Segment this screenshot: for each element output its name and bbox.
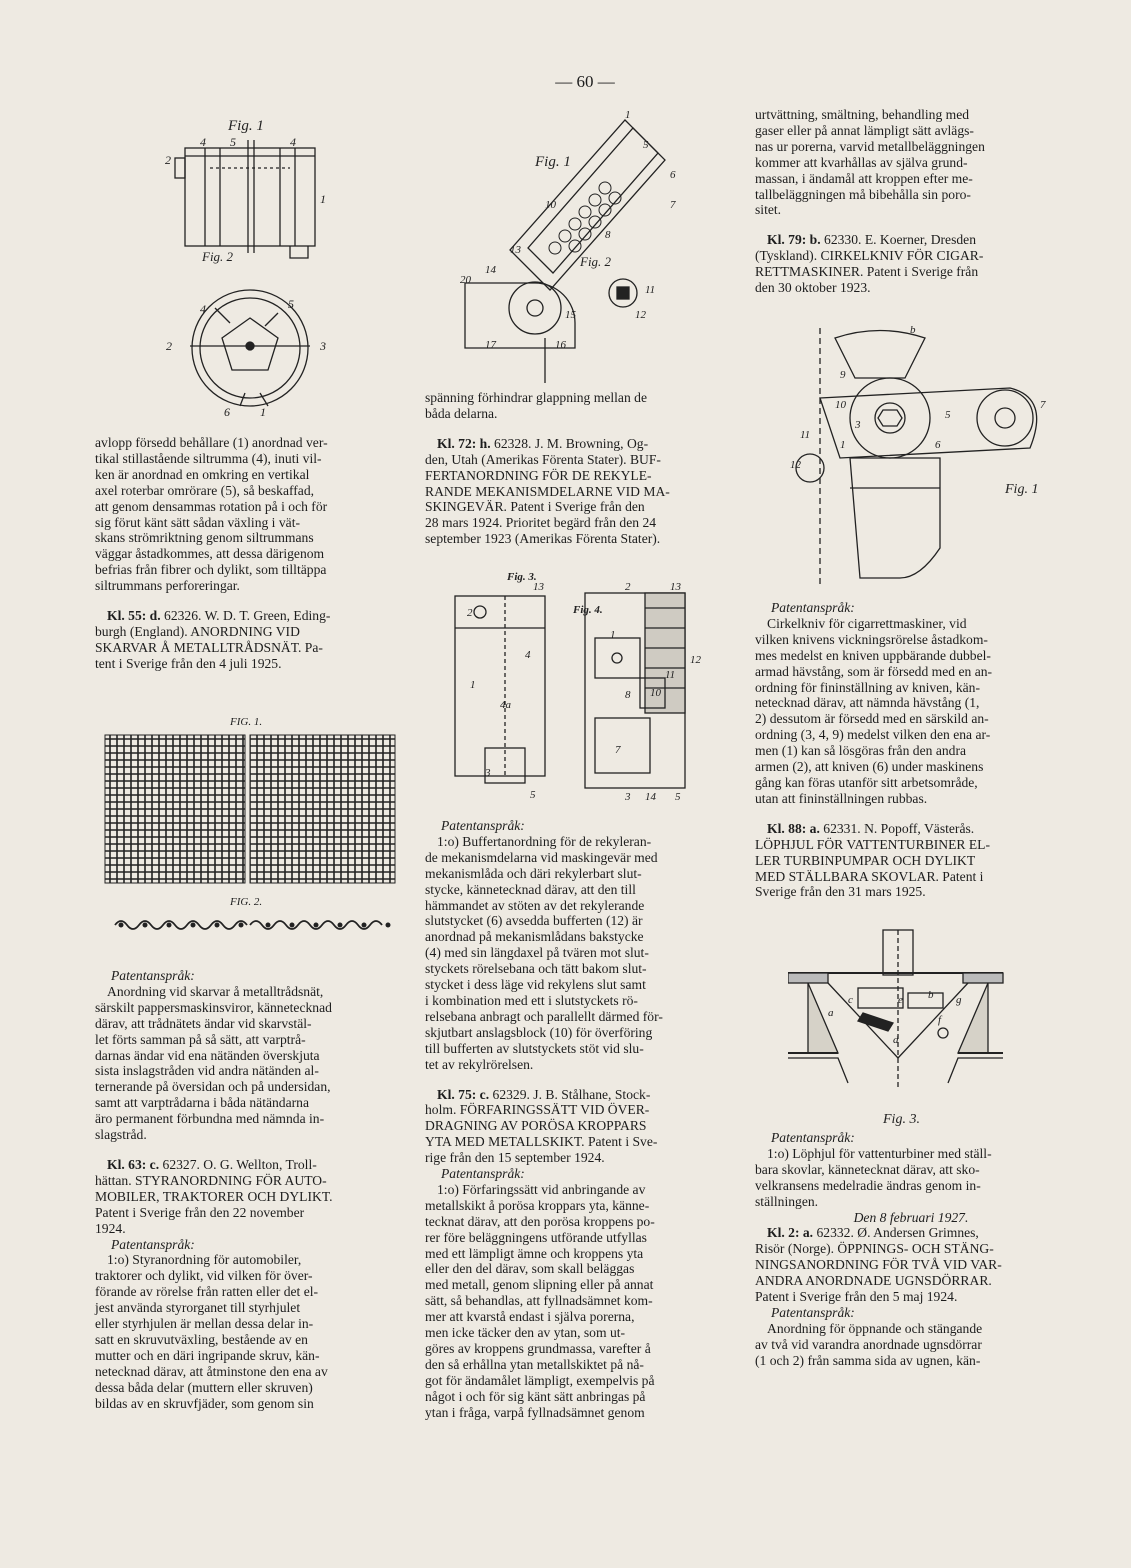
figure-machine-gun-buffer xyxy=(445,568,705,803)
kl63-label: Kl. 63: c. xyxy=(107,1156,160,1172)
svg-text:20: 20 xyxy=(460,274,471,286)
svg-text:f: f xyxy=(938,1014,942,1026)
svg-text:1: 1 xyxy=(610,629,616,641)
figure-turbine-wheel xyxy=(788,928,1018,1128)
svg-text:3: 3 xyxy=(855,419,861,431)
svg-text:16: 16 xyxy=(555,339,566,351)
svg-text:2: 2 xyxy=(467,607,473,619)
svg-text:5: 5 xyxy=(675,791,681,803)
entry-kl75: Kl. 75: c. 62329. J. B. Stålhane, Stock- holm. FÖRFARINGSSÄTT VID ÖVER- DRAGNING AV PORÖSA KROPPARS YTA MED METALLSKIKT. Patent i Sve- rige från den 15 september 1924. xyxy=(425,1086,658,1166)
claim-kl2: Anordning för öppnande och stängande av två vid varandra anordnade ugnsdörrar (1 och 2) från samma sida av ugnen, kän- xyxy=(755,1320,983,1368)
svg-text:b: b xyxy=(910,324,916,336)
svg-text:4: 4 xyxy=(525,649,531,661)
kl55-label: Kl. 55: d. xyxy=(107,608,161,624)
svg-text:4: 4 xyxy=(290,135,296,149)
svg-text:5: 5 xyxy=(530,789,536,801)
svg-text:1: 1 xyxy=(625,109,631,121)
svg-text:7: 7 xyxy=(1040,399,1046,411)
column-1-lower xyxy=(95,968,407,1411)
figure-wire-mesh xyxy=(100,715,405,955)
claim2-heading: Patentanspråk: xyxy=(771,1304,855,1320)
col2-intro: spänning förhindrar glappning mellan de båda delarna. xyxy=(425,390,647,421)
svg-text:10: 10 xyxy=(650,687,661,699)
claim72-heading: Patentanspråk: xyxy=(441,818,525,833)
svg-text:1: 1 xyxy=(320,192,326,206)
svg-text:11: 11 xyxy=(665,669,676,681)
svg-text:11: 11 xyxy=(800,429,811,441)
fig2-screw-label: Fig. 2 xyxy=(580,254,612,269)
claim-kl75: 1:o) Förfaringssätt vid anbringande av metallskikt å porösa kroppars yta, känne- tecknat därav, att den porösa kroppens po- rer före beläggningens utförande utfyllas med ett lämpligt ämne och kroppens yta eller den del därav, som skall beläggas med metall, genom slipning eller på annat sätt, så behandlas, att fyllnadsämnet kom- mer att kvarstå endast i själva porerna, men icke täcker den av ytan, som ut- göres av kroppens grundmassa, varefter å den så erhållna ytan metallskiktet på nå- got för ändamålet lämpligt, exempelvis på något i och för sig känt sätt anbringas på ytan i fråga, varpå fyllnadsämnet genom xyxy=(425,1181,655,1420)
column-1 xyxy=(95,435,407,672)
col1-intro: avlopp försedd behållare (1) anordnad ver- tikal stillastående siltrumma (4), inuti vil- ken är anordnad en omkring en vertikal axel roterbar omrörare (5), så beskaffad, att genom densammas rotation på i och för sig förut känt sätt sådan växling i vät- skans strömriktning genom siltrummans väggar åstadkommes, att dessa därigenom befrias från fibrer och dylikt, som tilltäppa siltrummans perforeringar. xyxy=(95,435,328,594)
svg-text:3: 3 xyxy=(320,339,326,353)
claim63-heading: Patentanspråk: xyxy=(111,1236,195,1252)
svg-text:14: 14 xyxy=(645,791,656,803)
svg-text:13: 13 xyxy=(670,581,681,593)
svg-text:13: 13 xyxy=(533,581,544,593)
page-number: — 60 — xyxy=(555,72,615,91)
svg-text:d: d xyxy=(893,1034,899,1046)
gun-fig4-label: Fig. 4. xyxy=(573,604,603,616)
svg-text:8: 8 xyxy=(605,229,611,241)
svg-text:a: a xyxy=(828,1007,834,1019)
turbine-fig3-label: Fig. 3. xyxy=(883,1112,920,1127)
col3-intro: urtvättning, smältning, behandling med gaser eller på annat lämpligt sätt avlägs- nas ur porerna, varvid metallbeläggningen kommer att kvarhållas av själva grund- massan, i ändamål att kroppen efter me- tallbeläggningen må bibehålla sin poro- sitet. xyxy=(755,107,985,218)
entry-kl55: Kl. 55: d. 62326. W. D. T. Green, Eding- burgh (England). ANORDNING VID SKARVAR Å METALLTRÅDSNÄT. Pa- tent i Sverige från den 4 juli 1925. xyxy=(95,608,331,671)
svg-text:5: 5 xyxy=(288,297,294,311)
svg-text:1: 1 xyxy=(470,679,476,691)
svg-text:3: 3 xyxy=(485,767,491,779)
figure-circular-knife xyxy=(780,318,1060,598)
svg-text:10: 10 xyxy=(545,199,556,211)
svg-text:5: 5 xyxy=(230,135,236,149)
kl79-label: Kl. 79: b. xyxy=(767,232,821,248)
column-3 xyxy=(755,107,1067,296)
gun-fig3-label: Fig. 3. xyxy=(507,571,537,583)
svg-text:12: 12 xyxy=(690,654,701,666)
claim-kl63: 1:o) Styranordning för automobiler, traktorer och dylikt, vid vilken för över- förande av rörelse från ratten eller det el- jest använda styrorganet till styrhjulet eller styrhjulen är mellan dessa delar in- satt en skruvutväxling, bestående av en mutter och en däri ingripande skruv, kän- netecknad därav, att åtminstone den ena av dessa båda delar (muttern eller skruven) bildas av en skruvfjäder, som genom sin xyxy=(95,1252,328,1411)
kl88-label: Kl. 88: a. xyxy=(767,820,820,836)
svg-text:8: 8 xyxy=(625,689,631,701)
fig1-screw-label: Fig. 1 xyxy=(535,154,571,170)
svg-text:b: b xyxy=(928,989,934,1001)
claim-kl72: 1:o) Buffertanordning för de rekyleran- de mekanismdelarna vid maskingevär med mekanismlåda och däri rekylerbart slut- stycke, kännetecknad därav, att den till hämmandet av stöten av det rekylerande slutstycket (6) avsedda bufferten (12) är anordnad på mekanismlådans bakstycke (4) med sin längdaxel på tvären mot slut- styckets rörelsebana och tätt bakom slut- stycket i dess läge vid rekylens slut samt i kombination med ett i slutstyckets rö- relsebana anbragt och parallellt därmed för- skjutbart anslagsblock (10) för överföring till bufferten av slutstyckets stöt vid slu- tet av rekylrörelsen. xyxy=(425,833,663,1072)
claim-kl79: Cirkelkniv för cigarrettmaskiner, vid vilken knivens vickningsrörelse åstadkom- mes medelst en kniven uppbärande dubbel- armad hävstång, som är försedd med en an- ordning för fininställning av kniven, kän- netecknad därav, att nämnda hävstång (1, 2) dessutom är försedd med en särskild an- ordning (3, 4, 9) medelst vilken den ena ar- men (1) kan så lösgöras från den andra armen (2), att kniven (6) under maskinens gång kan föras utanför sitt arbetsområde, utan att fininställningen rubbas. xyxy=(755,615,993,806)
svg-text:2: 2 xyxy=(165,153,171,167)
svg-text:10: 10 xyxy=(835,399,846,411)
svg-text:4: 4 xyxy=(200,302,206,316)
svg-text:4a: 4a xyxy=(500,699,511,711)
svg-text:5: 5 xyxy=(643,139,649,151)
svg-text:5: 5 xyxy=(945,409,951,421)
svg-text:3: 3 xyxy=(625,791,631,803)
kl75-label: Kl. 75: c. xyxy=(437,1086,490,1102)
column-2 xyxy=(425,390,737,547)
svg-text:14: 14 xyxy=(485,264,496,276)
svg-text:13: 13 xyxy=(510,244,521,256)
svg-text:9: 9 xyxy=(840,369,846,381)
entry-kl88: Kl. 88: a. 62331. N. Popoff, Västerås. LÖPHJUL FÖR VATTENTURBINER EL- LER TURBINPUMPAR OCH DYLIKT MED STÄLLBARA SKOVLAR. Patent i Sverige från den 31 mars 1925. xyxy=(755,820,991,900)
entry-kl2: Kl. 2: a. 62332. Ø. Andersen Grimnes, Risör (Norge). ÖPPNINGS- OCH STÄNG- NINGSANORDNING FÖR TVÅ VID VAR- ANDRA ANORDNADE UGNSDÖRRAR. Patent i Sverige från den 5 maj 1924. xyxy=(755,1225,1002,1305)
kl72-label: Kl. 72: h. xyxy=(437,435,491,451)
column-3-middle xyxy=(755,600,1067,900)
claim-kl55: Anordning vid skarvar å metalltrådsnät, särskilt pappersmaskinsviror, kännetecknad därav, att trådnätets ändar vid skarvstäl- let förts samman på så sätt, att varptrå- darnas ändar vid ena nätänden överskjuta sista inslagstråden vid andra nätänden al- ternerande på översidan och på undersidan, samt att varptrådarna i båda nätändarna äro permanent förbundna med nämnda in- slagstråd. xyxy=(95,983,332,1143)
svg-text:17: 17 xyxy=(485,339,496,351)
knife-fig1-label: Fig. 1 xyxy=(1005,482,1039,497)
svg-text:6: 6 xyxy=(224,405,230,418)
svg-text:12: 12 xyxy=(635,309,646,321)
wire-fig2-label: FIG. 2. xyxy=(230,896,263,908)
svg-text:6: 6 xyxy=(935,439,941,451)
svg-text:7: 7 xyxy=(615,744,621,756)
svg-text:7: 7 xyxy=(670,199,676,211)
svg-text:6: 6 xyxy=(670,169,676,181)
svg-text:g: g xyxy=(956,994,962,1006)
entry-kl72: Kl. 72: h. 62328. J. M. Browning, Og- den, Utah (Amerikas Förenta Stater). BUF- FERTANORDNING FÖR DE REKYLE- RANDE MEKANISMDELARNE VID MA- SKINGEVÄR. Patent i Sverige från den 28 mars 1924. Prioritet begärd från den 24 september 1923 (Amerikas Förenta Stater). xyxy=(425,435,670,547)
wire-fig1-label: FIG. 1. xyxy=(230,716,263,728)
claim88-heading: Patentanspråk: xyxy=(771,1130,855,1145)
svg-text:1: 1 xyxy=(840,439,846,451)
kl2-label: Kl. 2: a. xyxy=(767,1225,814,1241)
claim79-heading: Patentanspråk: xyxy=(771,600,855,615)
claim-kl88: 1:o) Löphjul för vattenturbiner med ställ- bara skovlar, kännetecknat därav, att sko- velkransens medelradie ändras genom in- ställningen. xyxy=(755,1145,992,1209)
svg-text:4: 4 xyxy=(200,135,206,149)
column-3-lower xyxy=(755,1130,1067,1369)
svg-text:1: 1 xyxy=(260,405,266,418)
svg-text:c: c xyxy=(848,994,853,1006)
svg-text:2: 2 xyxy=(166,339,172,353)
svg-text:15: 15 xyxy=(565,309,576,321)
figure-silt-drum xyxy=(160,108,350,418)
section-date: Den 8 februari 1927. xyxy=(853,1209,969,1225)
svg-text:e: e xyxy=(898,994,903,1006)
claim55-heading: Patentanspråk: xyxy=(111,968,195,983)
entry-kl63: Kl. 63: c. 62327. O. G. Wellton, Troll- hättan. STYRANORDNING FÖR AUTO- MOBILER, TRAKTORER OCH DYLIKT. Patent i Sverige från den 22 november 1924. xyxy=(95,1156,333,1236)
svg-text:2: 2 xyxy=(625,581,631,593)
svg-text:11: 11 xyxy=(645,284,656,296)
figure-steering-screw xyxy=(455,108,705,393)
column-2-lower xyxy=(425,818,737,1421)
fig2-mix-label: Fig. 2 xyxy=(202,249,234,264)
fig1-mix-label: Fig. 1 xyxy=(228,118,264,134)
claim75-heading: Patentanspråk: xyxy=(441,1166,525,1182)
svg-text:12: 12 xyxy=(790,459,801,471)
entry-kl79: Kl. 79: b. 62330. E. Koerner, Dresden (Tyskland). CIRKELKNIV FÖR CIGAR- RETTMASKINER. Patent i Sverige från den 30 oktober 1923. xyxy=(755,232,984,296)
